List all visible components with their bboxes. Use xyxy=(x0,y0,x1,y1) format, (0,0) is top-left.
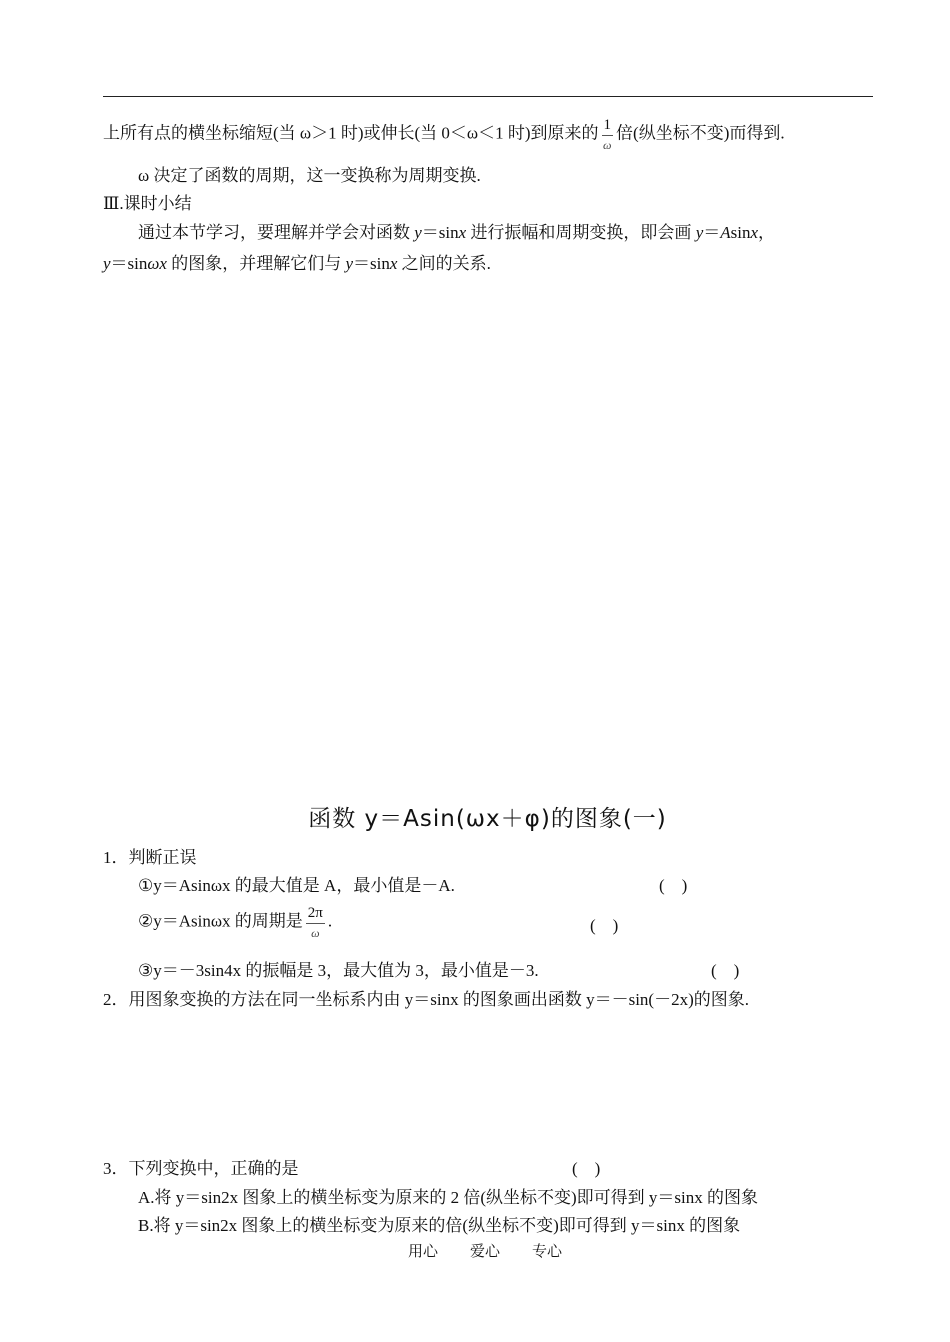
intro-text-end: 倍(纵坐标不变)而得到. xyxy=(616,123,785,143)
question-1-stem: 1．判断正误 xyxy=(103,848,197,867)
summary-heading: Ⅲ.课时小结 xyxy=(103,194,192,213)
answer-blank-q1-2: ( ) xyxy=(590,916,619,935)
exercise-title: 函数 y＝Asin(ωx＋φ)的图象(一) xyxy=(308,806,667,832)
fraction-numerator: 2π xyxy=(306,906,325,924)
page-footer xyxy=(0,1240,950,1261)
question-3-option-b: B.将 y＝sin2x 图象上的横坐标变为原来的倍(纵坐标不变)即可得到 y＝sinx 的图象 xyxy=(138,1216,741,1235)
fraction-1-over-omega xyxy=(602,118,614,151)
intro-line-2: ω 决定了函数的周期，这一变换称为周期变换. xyxy=(138,166,481,185)
footer-word: 用心 xyxy=(407,1244,438,1260)
fraction-2pi-over-omega xyxy=(306,906,325,939)
summary-paragraph-line-1: 通过本节学习，要理解并学会对函数 y＝sinx 进行振幅和周期变换，即会画 y＝Asinx， xyxy=(138,223,776,242)
question-1-item-3: ③y＝－3sin4x 的振幅是 3，最大值为 3，最小值是－3. xyxy=(138,961,539,980)
summary-paragraph-line-2: y＝sinωx 的图象，并理解它们与 y＝sinx 之间的关系. xyxy=(103,254,491,273)
question-1-item-2: ②y＝Asinωx 的周期是 $\frac{2\pi}{\omega}$ . xyxy=(138,905,333,940)
intro-text: 上所有点的横坐标缩短(当 ω＞1 时)或伸长(当 0＜ω＜1 时)到原来的 xyxy=(103,123,599,143)
answer-blank-q1-1: ( ) xyxy=(659,876,688,895)
question-3-option-a: A.将 y＝sin2x 图象上的横坐标变为原来的 2 倍(纵坐标不变)即可得到 y＝sinx 的图象 xyxy=(138,1188,759,1207)
intro-line-1 xyxy=(103,118,785,151)
question-3-stem: 3．下列变换中，正确的是 xyxy=(103,1159,299,1178)
footer-word: 专心 xyxy=(532,1244,563,1260)
answer-blank-q3: ( ) xyxy=(572,1159,601,1178)
fraction-denominator: ω xyxy=(311,926,320,940)
footer-word: 爱心 xyxy=(469,1244,500,1260)
question-2: 2．用图象变换的方法在同一坐标系内由 y＝sinx 的图象画出函数 y＝－sin(－2x)的图象. xyxy=(103,990,749,1009)
header-rule xyxy=(103,96,873,97)
question-1-item-1: ①y＝Asinωx 的最大值是 A，最小值是－A. xyxy=(138,876,455,895)
fraction-denominator: ω xyxy=(603,138,612,152)
fraction-numerator: 1 xyxy=(602,118,614,136)
answer-blank-q1-3: ( ) xyxy=(711,961,740,980)
